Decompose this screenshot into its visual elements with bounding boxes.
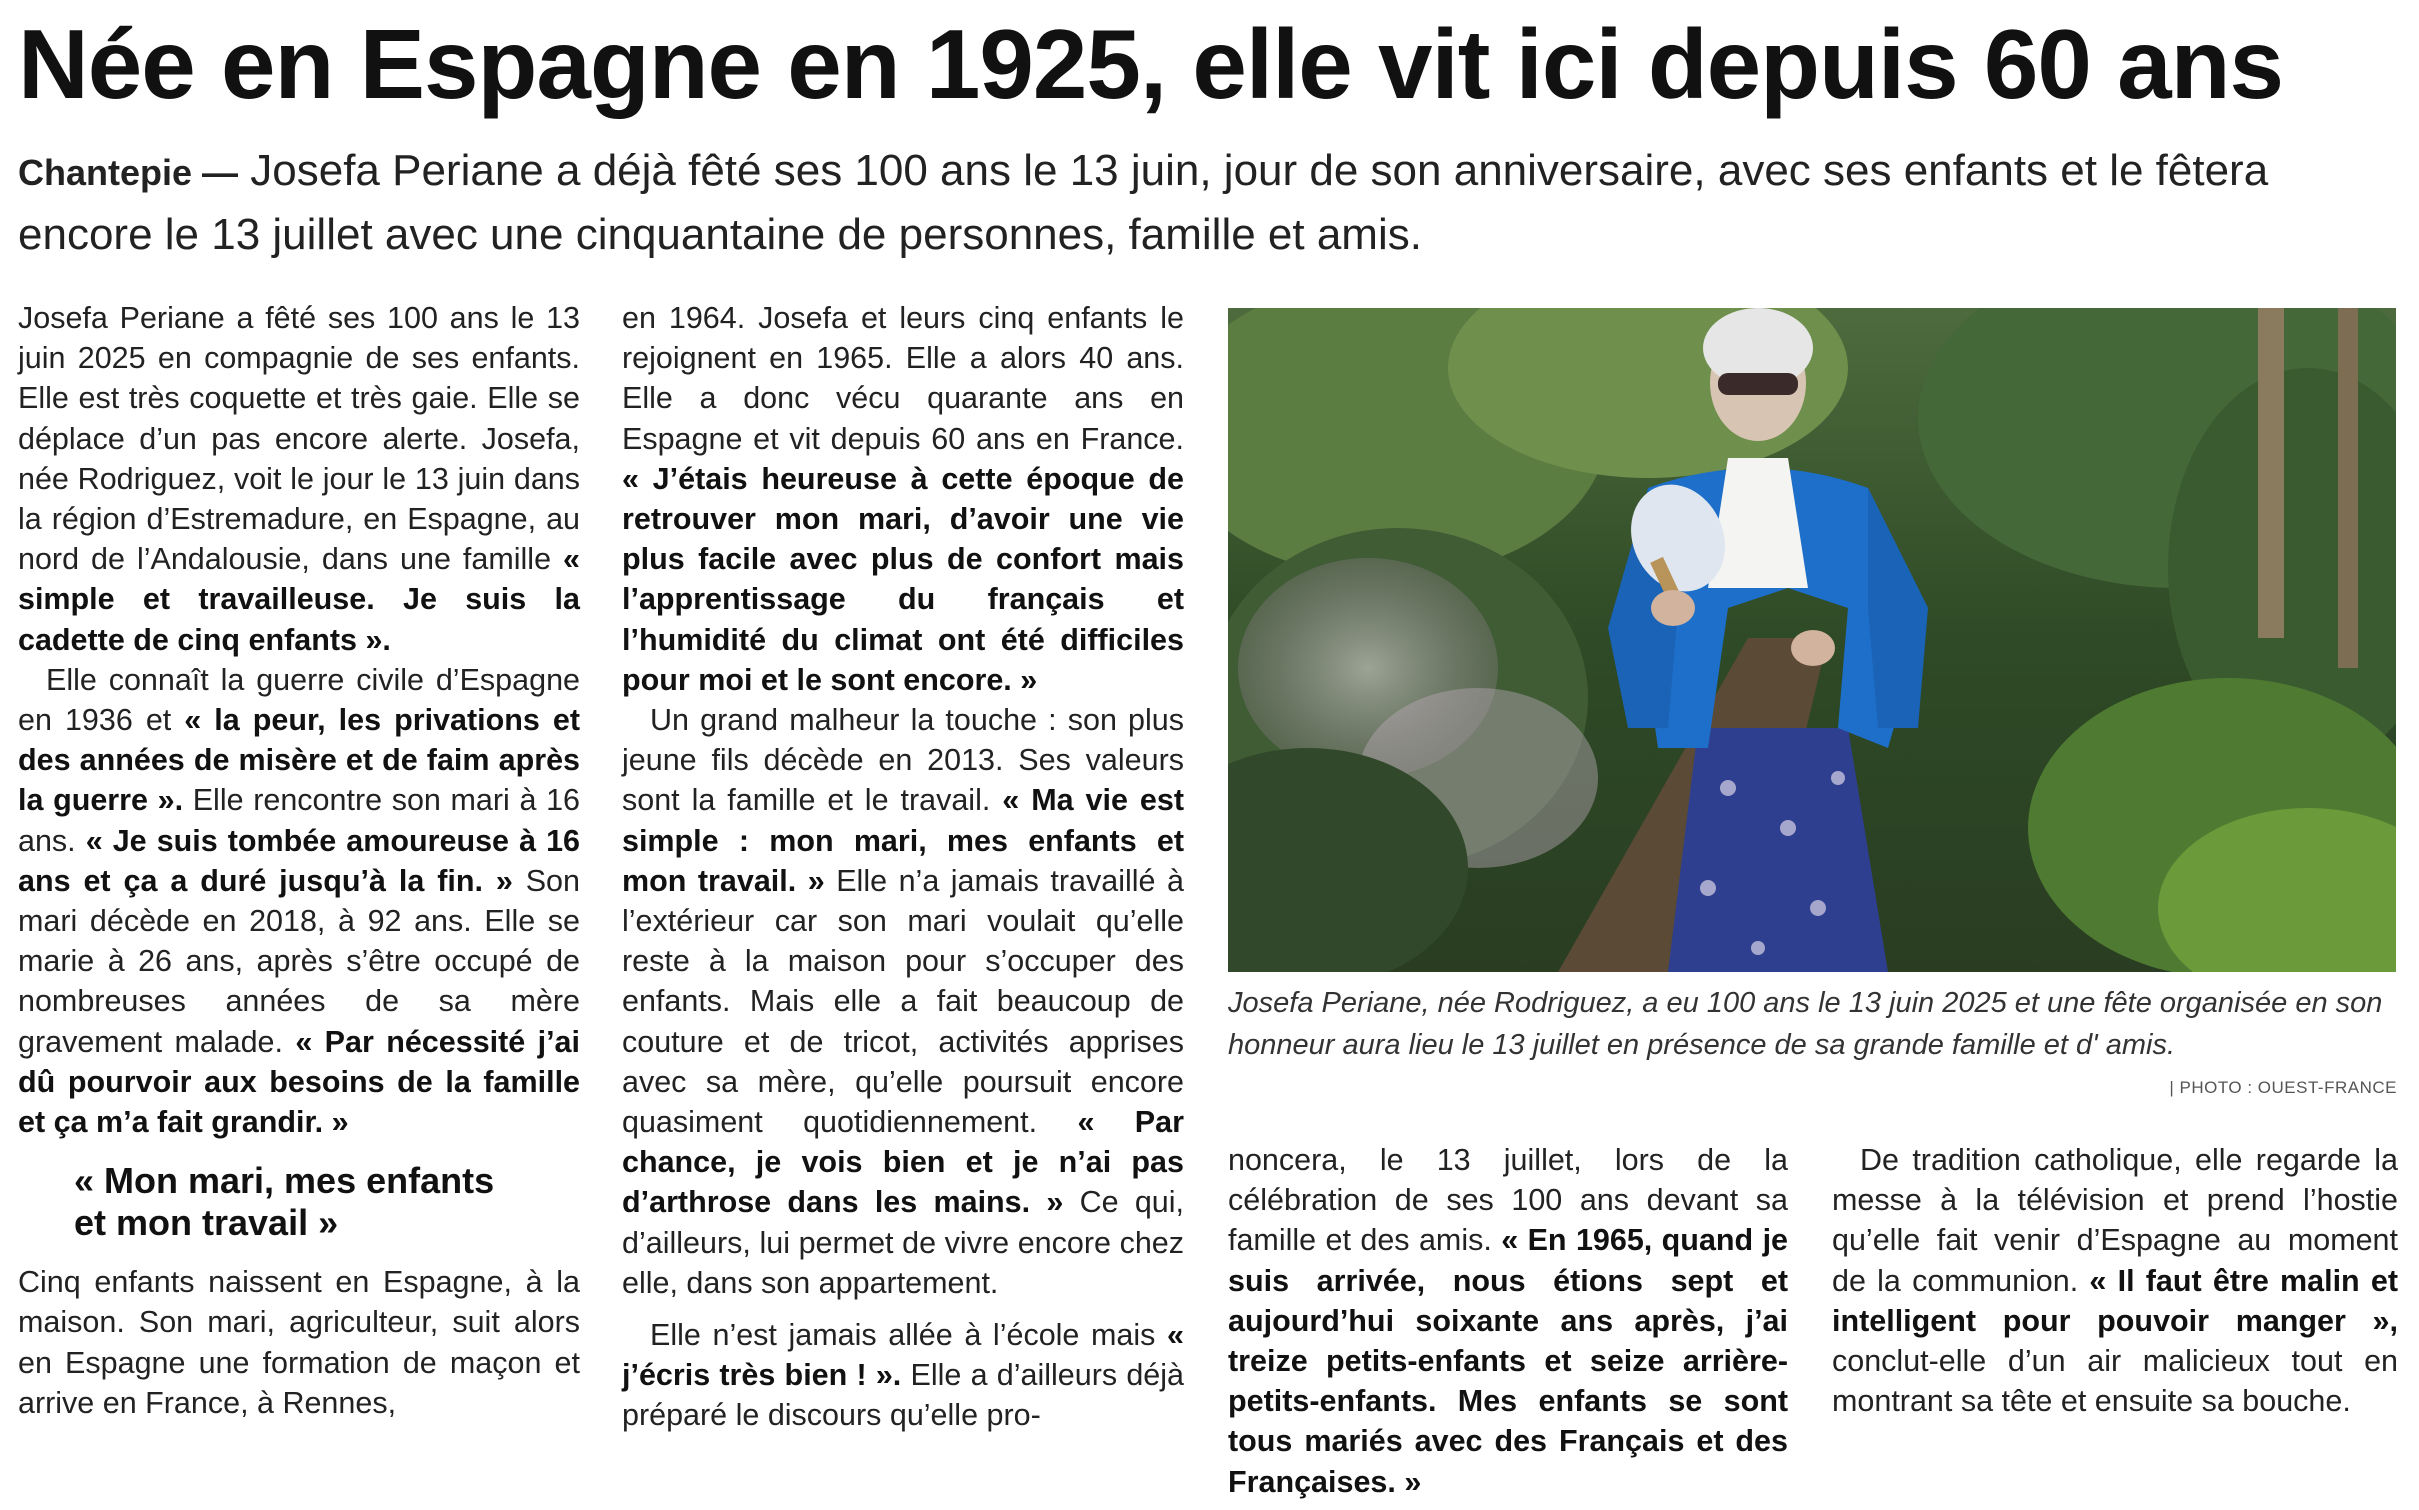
- photo-caption: Josefa Periane, née Rodriguez, a eu 100 ans le 13 juin 2025 et une fête organisée en son honneur aura lieu le 13 juillet en présence de sa grande famille et d' amis.: [1228, 987, 2383, 1061]
- paragraph: [1228, 1140, 1788, 1502]
- text-run: Josefa Periane a fêté ses 100 ans le 13 juin 2025 en compagnie de ses enfants. Elle est très coquette et très gaie. Elle se déplace d’un pas encore alerte. Josefa, née Rodriguez, voit le jour le 13 juin dans la région d’Estremadure, en Espagne, au nord de l’Andalousie, dans une famille: [18, 301, 580, 577]
- paragraph: [1832, 1140, 2398, 1421]
- article-column-3: [1228, 1140, 1788, 1502]
- text-run: conclut-elle d’un air malicieux tout en montrant sa tête et ensuite sa bouche.: [1832, 1344, 2398, 1419]
- paragraph: [622, 700, 1184, 1303]
- quote: « Ma vie est simple : mon mari, mes enfants et mon travail. »: [622, 783, 1184, 898]
- text-run: Un grand malheur la touche : son plus jeune fils décède en 2013. Ses valeurs sont la famille et le travail.: [622, 703, 1184, 818]
- quote: « Par nécessité j’ai dû pourvoir aux besoins de la famille et ça m’a fait grandir. »: [18, 1024, 580, 1140]
- text-run: Elle n’est jamais allée à l’école mais: [650, 1318, 1168, 1353]
- article-column-4: [1832, 1140, 2398, 1421]
- pull-quote-line: « Mon mari, mes enfants: [74, 1160, 495, 1202]
- lede: [18, 140, 2398, 266]
- text-run: en 1964. Josefa et leurs cinq enfants le rejoignent en 1965. Elle a alors 40 ans. Elle a donc vécu quarante ans en Espagne et vit depuis 60 ans en France.: [622, 301, 1184, 456]
- pull-quote-line: et mon travail »: [74, 1202, 339, 1244]
- portrait-photo: [1228, 308, 2396, 972]
- quote: « Par chance, je vois bien et je n’ai pas d’arthrose dans les mains. »: [622, 1105, 1184, 1220]
- photo-credit: | PHOTO : OUEST-FRANCE: [2169, 1078, 2397, 1097]
- article-column-2: [622, 298, 1184, 1436]
- text-run: Elle a d’ailleurs déjà préparé le discours qu’elle pro-: [622, 1358, 1184, 1433]
- article-column-1: [18, 298, 580, 1423]
- text-run: Son mari décède en 2018, à 92 ans. Elle se marie à 26 ans, après s’être occupé de nombreuses années de sa mère gravement malade.: [18, 863, 580, 1059]
- quote: « En 1965, quand je suis arrivée, nous étions sept et aujourd’hui soixante ans après, j’ai treize petits-enfants et seize arrière-petits-enfants. Mes enfants se sont tous mariés avec des Français et des Françaises. »: [1228, 1223, 1788, 1499]
- text-run: Elle n’a jamais travaillé à l’extérieur car son mari voulait qu’elle reste à la maison pour s’occuper des enfants. Mais elle a fait beaucoup de couture et de tricot, activités apprises avec sa mère, qu’elle poursuit encore quasiment quotidiennement.: [622, 863, 1184, 1140]
- garden-portrait-illustration: [1228, 308, 2396, 972]
- quote: « Il faut être malin et intelligent pour pouvoir manger »,: [1832, 1263, 2399, 1338]
- paragraph: [622, 298, 1184, 700]
- quote: « simple et travailleuse. Je suis la cadette de cinq enfants ».: [18, 542, 580, 657]
- headline: Née en Espagne en 1925, elle vit ici depuis 60 ans: [18, 9, 2283, 119]
- quote: « j’écris très bien ! ».: [622, 1318, 1184, 1393]
- paragraph: Cinq enfants naissent en Espagne, à la maison. Son mari, agriculteur, suit alors en Espagne une formation de maçon et arrive en France, à Rennes,: [18, 1265, 580, 1420]
- text-run: Elle connaît la guerre civile d’Espagne en 1936 et: [18, 662, 580, 738]
- pull-quote: [74, 1160, 580, 1244]
- quote: « la peur, les privations et des années de misère et de faim après la guerre ».: [18, 703, 580, 818]
- text-run: De tradition catholique, elle regarde la messe à la télévision et prend l’hostie qu’elle fait venir d’Espagne au moment de la communion.: [1832, 1143, 2398, 1298]
- paragraph: [622, 1315, 1184, 1436]
- paragraph: [18, 660, 580, 1142]
- text-run: Ce qui, d’ailleurs, lui permet de vivre encore chez elle, dans son appartement.: [622, 1185, 1184, 1300]
- quote: « J’étais heureuse à cette époque de retrouver mon mari, d’avoir une vie plus facile avec plus de confort mais l’apprentissage du français et l’humidité du climat ont été difficiles pour moi et le sont encore. »: [622, 461, 1184, 697]
- lede-text: Josefa Periane a déjà fêté ses 100 ans le 13 juin, jour de son anniversaire, avec ses enfants et le fêtera encore le 13 juillet avec une cinquantaine de personnes, famille et amis.: [18, 146, 2269, 259]
- paragraph: [18, 298, 580, 660]
- quote: « Je suis tombée amoureuse à 16 ans et ça a duré jusqu’à la fin. »: [18, 823, 581, 898]
- dateline-place: Chantepie —: [18, 152, 239, 193]
- text-run: noncera, le 13 juillet, lors de la célébration de ses 100 ans devant sa famille et des amis.: [1228, 1143, 1788, 1258]
- text-run: Elle rencontre son mari à 16 ans.: [18, 783, 580, 858]
